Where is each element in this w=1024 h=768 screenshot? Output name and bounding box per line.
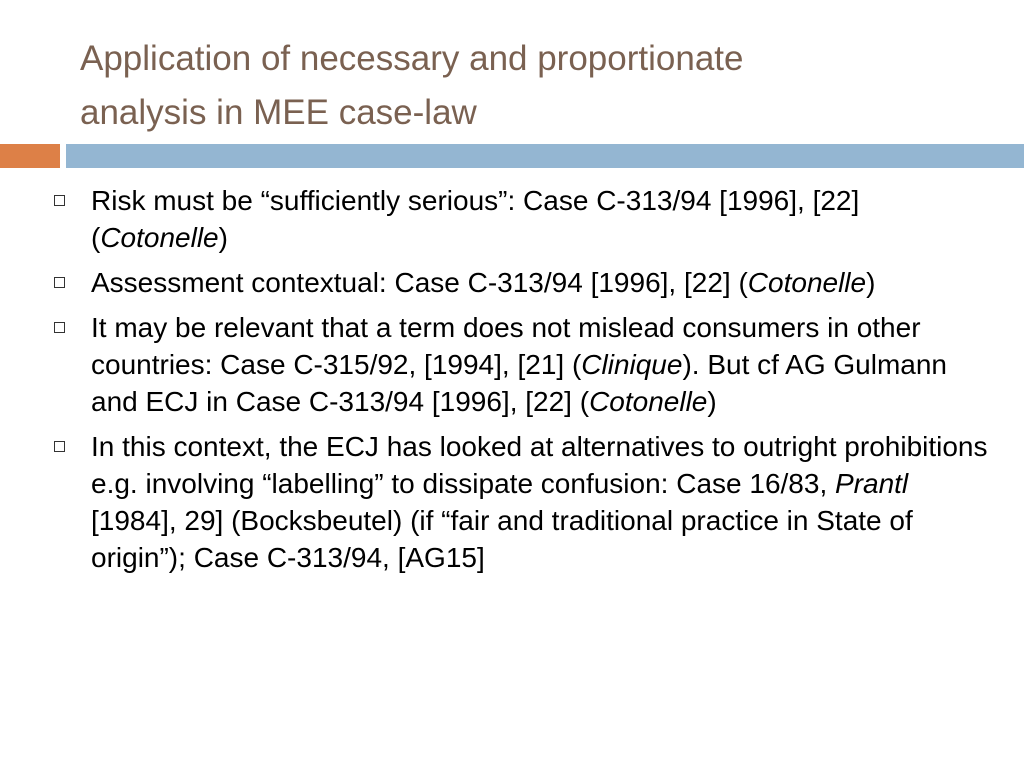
case-name: Cotonelle [100,222,219,253]
text-segment: [1984], 29] (Bocksbeutel) (if “fair and traditional practice in State of origin”); Case C-313/94, [AG15] [91,505,913,573]
bullet-text [91,185,859,253]
text-segment: ) [866,267,876,298]
slide-title [80,32,980,140]
text-segment: Assessment contextual: Case C-313/94 [1996], [22] ( [91,267,748,298]
square-bullet-icon [54,322,65,333]
accent-bar-blue [66,144,1024,168]
text-segment: In this context, the ECJ has looked at alternatives to outright prohibitions e.g. involving “labelling” to dissipate confusion: Case 16/83, [91,431,988,499]
case-name: Cotonelle [747,267,867,298]
text-segment: It may be relevant that a term does not mislead consumers in other countries: Case C-315/92, [1994], [21] ( [91,312,921,380]
bullet-text [91,267,875,298]
accent-bar-orange [0,144,60,168]
bullet-item [52,428,992,576]
bullet-text [91,312,947,417]
text-segment: ). But cf AG Gulmann and ECJ in Case C-313/94 [1996], [22] ( [91,349,948,417]
text-segment: ) [707,386,717,417]
bullet-list [52,182,992,584]
case-name: Prantl [835,468,909,499]
bullet-item [52,182,992,256]
title-line-1: Application of necessary and proportionate [80,39,744,78]
title-line-2: analysis in MEE case-law [80,93,477,132]
text-segment: ) [218,222,228,253]
bullet-item [52,264,992,301]
square-bullet-icon [54,277,65,288]
text-segment: Risk must be “sufficiently serious”: Case C-313/94 [1996], [22] ( [91,185,860,253]
bullet-item [52,309,992,420]
case-name: Clinique [581,349,683,380]
square-bullet-icon [54,195,65,206]
square-bullet-icon [54,441,65,452]
case-name: Cotonelle [589,386,708,417]
bullet-text [91,431,988,573]
